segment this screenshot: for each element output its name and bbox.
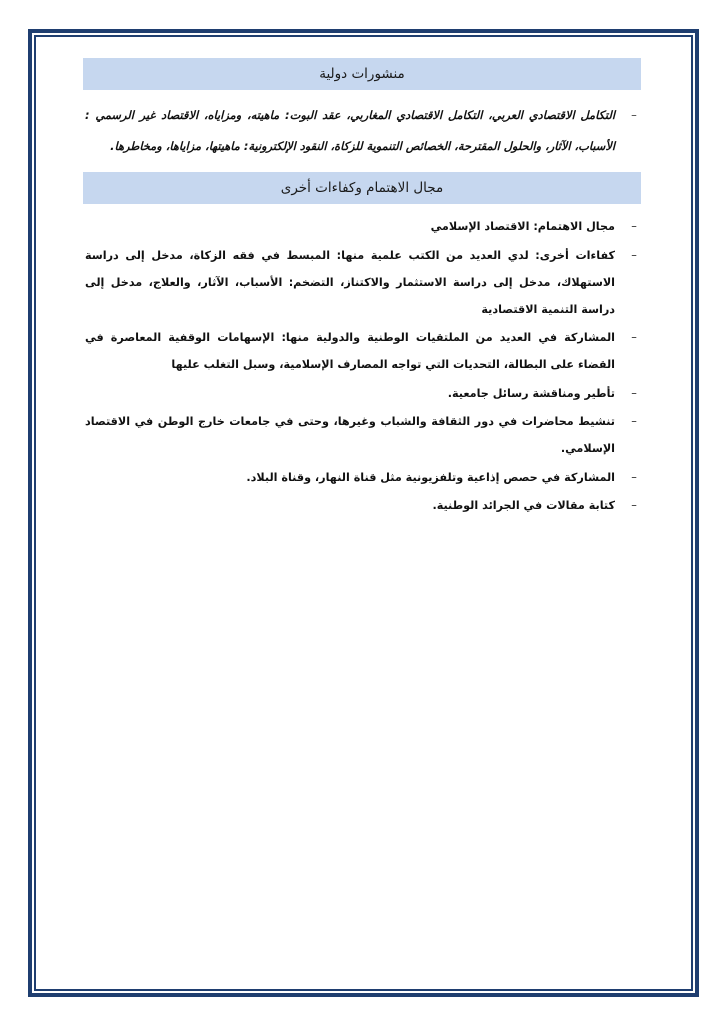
list-item: [83, 464, 641, 491]
list-item: [83, 492, 641, 519]
list-item-text: كتابة مقالات في الجرائد الوطنية.: [432, 499, 615, 512]
dash-bullet: –: [631, 499, 637, 512]
dash-bullet: –: [631, 331, 637, 344]
dash-bullet: –: [631, 220, 637, 233]
list-item: [83, 100, 641, 162]
dash-bullet: –: [631, 386, 637, 400]
list-item-text: المشاركة في حصص إذاعية وتلفزيونية مثل قناة النهار، وقناة البلاد.: [246, 470, 615, 484]
dash-bullet: –: [631, 470, 637, 484]
list-item-text: تأطير ومناقشة رسائل جامعية.: [447, 386, 615, 400]
list-item: [83, 242, 641, 323]
list-item: [83, 324, 641, 378]
publications-list: [83, 100, 641, 162]
list-item-text: المشاركة في العديد من الملتقيات الوطنية والدولية منها: الإسهامات الوقفية المعاصرة في القضاء على البطالة، التحديات التي تواجه المصارف الإسلامية، وسبل التغلب عليها: [85, 331, 615, 371]
list-item: [83, 380, 641, 407]
dash-bullet: –: [631, 248, 637, 262]
dash-bullet: –: [631, 415, 637, 428]
list-item-text: مجال الاهتمام: الاقتصاد الإسلامي: [430, 220, 615, 233]
list-item: [83, 408, 641, 462]
section-header-interests: مجال الاهتمام وكفاءات أخرى: [83, 172, 641, 204]
section-header-publications: منشورات دولية: [83, 58, 641, 90]
document-content: [83, 58, 641, 521]
list-item-text: كفاءات أخرى: لدي العديد من الكتب علمية منها: المبسط في فقه الزكاة، مدخل إلى دراسة الاستهلاك، مدخل إلى دراسة الاستثمار والاكتناز، التضخم: الأسباب، الآثار، والعلاج، مدخل إلى دراسة التنمية الاقتصادية: [85, 248, 615, 316]
dash-bullet: –: [631, 108, 637, 122]
interests-list: [83, 213, 641, 519]
list-item: [83, 213, 641, 240]
list-item-text: تنشيط محاضرات في دور الثقافة والشباب وغيرها، وحتى في جامعات خارج الوطن في الاقتصاد الإسلامي.: [85, 415, 615, 455]
list-item-text: التكامل الاقتصادي العربي، التكامل الاقتصادي المغاربي، عقد البوت: ماهيته، ومزاياه، الاقتصاد غير الرسمي : الأسباب، الآثار، والحلول المقترحة، الخصائص التنموية للزكاة، النقود الإلكترونية: ماهيتها، مزاياها، ومخاطرها.: [85, 108, 615, 153]
